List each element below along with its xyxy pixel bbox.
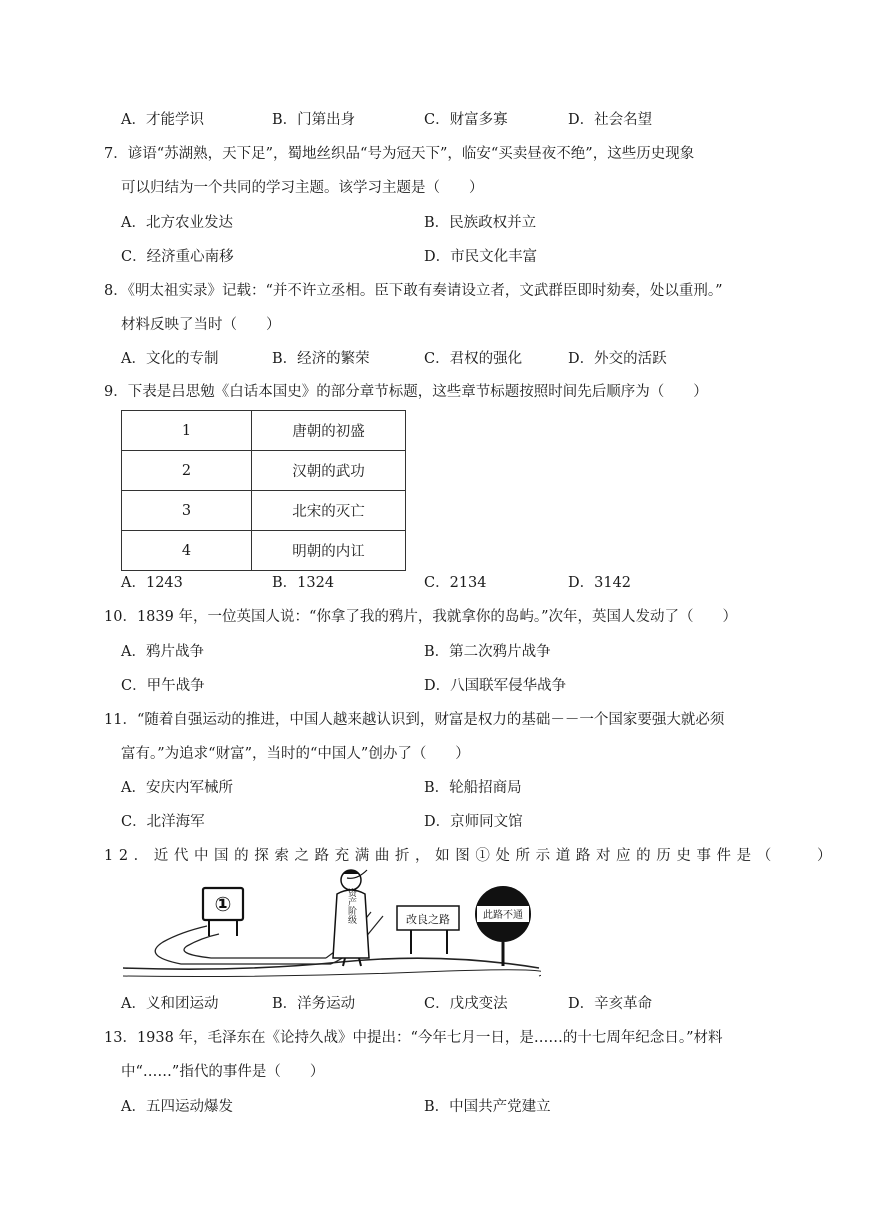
q11-stem-line2: 富有。”为追求“财富”，当时的“中国人”创办了（ ） xyxy=(121,746,470,762)
q13-stem-line1: 13．1938 年，毛泽东在《论持久战》中提出：“今年七月一日，是……的十七周年纪念日。”材料 xyxy=(104,1030,723,1046)
q10-option-d: D．八国联军侵华战争 xyxy=(424,678,567,694)
q9-option-a: A．1243 xyxy=(121,575,183,591)
table-cell-title: 唐朝的初盛 xyxy=(252,411,406,451)
q12-option-d: D．辛亥革命 xyxy=(568,996,653,1012)
table-cell-num: 4 xyxy=(122,531,252,571)
figure-label: 资产阶级 xyxy=(346,888,356,924)
table-cell-title: 汉朝的武功 xyxy=(252,451,406,491)
q11-option-d: D．京师同文馆 xyxy=(424,814,523,830)
person-figure-icon xyxy=(333,870,369,966)
q9-stem: 9．下表是吕思勉《白话本国史》的部分章节标题，这些章节标题按照时间先后顺序为（ ） xyxy=(104,384,708,400)
q8-option-c: C．君权的强化 xyxy=(424,351,523,367)
q10-option-b: B．第二次鸦片战争 xyxy=(424,644,551,660)
table-cell-num: 2 xyxy=(122,451,252,491)
q12-option-a: A．义和团运动 xyxy=(121,996,219,1012)
q12-stem: 12．近代中国的探索之路充满曲折，如图①处所示道路对应的历史事件是（ ） xyxy=(104,848,838,864)
q6-option-b: B．门第出身 xyxy=(272,112,356,128)
q8-option-a: A．文化的专制 xyxy=(121,351,219,367)
table-cell-num: 1 xyxy=(122,411,252,451)
q11-option-a: A．安庆内军械所 xyxy=(121,780,233,796)
q12-option-b: B．洋务运动 xyxy=(272,996,356,1012)
table-row xyxy=(122,411,406,451)
q9-option-d: D．3142 xyxy=(568,575,632,591)
q8-option-b: B．经济的繁荣 xyxy=(272,351,370,367)
q8-stem-line2: 材料反映了当时（ ） xyxy=(121,317,281,333)
q12-option-c: C．戊戌变法 xyxy=(424,996,508,1012)
table-row xyxy=(122,531,406,571)
q7-option-b: B．民族政权并立 xyxy=(424,215,537,231)
road-cartoon xyxy=(121,850,541,982)
q7-option-c: C．经济重心南移 xyxy=(121,249,234,265)
table-cell-num: 3 xyxy=(122,491,252,531)
sign-reform-road: 改良之路 xyxy=(406,913,450,926)
q6-option-d: D．社会名望 xyxy=(568,112,653,128)
table-row xyxy=(122,491,406,531)
q7-option-a: A．北方农业发达 xyxy=(121,215,233,231)
q6-option-a: A．才能学识 xyxy=(121,112,204,128)
sign-circled-one: ① xyxy=(214,892,232,916)
q13-option-a: A．五四运动爆发 xyxy=(121,1099,233,1115)
table-cell-title: 北宋的灭亡 xyxy=(252,491,406,531)
sign-dead-end: 此路不通 xyxy=(483,910,523,921)
q8-stem-line1: 8．《明太祖实录》记载：“并不许立丞相。臣下敢有奏请设立者，文武群臣即时劾奏，处以重刑。” xyxy=(104,283,723,299)
q13-option-b: B．中国共产党建立 xyxy=(424,1099,551,1115)
q13-stem-line2: 中“……”指代的事件是（ ） xyxy=(121,1064,325,1080)
q11-stem-line1: 11．“随着自强运动的推进，中国人越来越认识到，财富是权力的基础－－一个国家要强大就必须 xyxy=(104,712,725,728)
q9-option-c: C．2134 xyxy=(424,575,487,591)
q9-option-b: B．1324 xyxy=(272,575,335,591)
q6-option-c: C．财富多寡 xyxy=(424,112,508,128)
q11-option-b: B．轮船招商局 xyxy=(424,780,522,796)
q11-option-c: C．北洋海军 xyxy=(121,814,205,830)
table-cell-title: 明朝的内讧 xyxy=(252,531,406,571)
table-row xyxy=(122,451,406,491)
q10-option-c: C．甲午战争 xyxy=(121,678,205,694)
q7-stem-line1: 7．谚语“苏湖熟，天下足”，蜀地丝织品“号为冠天下”，临安“买卖昼夜不绝”，这些历史现象 xyxy=(104,146,695,162)
q10-option-a: A．鸦片战争 xyxy=(121,644,204,660)
chapter-table xyxy=(121,410,406,571)
q7-stem-line2: 可以归结为一个共同的学习主题。该学习主题是（ ） xyxy=(121,180,484,196)
q8-option-d: D．外交的活跃 xyxy=(568,351,667,367)
q10-stem: 10．1839 年，一位英国人说：“你拿了我的鸦片，我就拿你的岛屿。”次年，英国人发动了（ ） xyxy=(104,609,738,625)
q7-option-d: D．市民文化丰富 xyxy=(424,249,538,265)
